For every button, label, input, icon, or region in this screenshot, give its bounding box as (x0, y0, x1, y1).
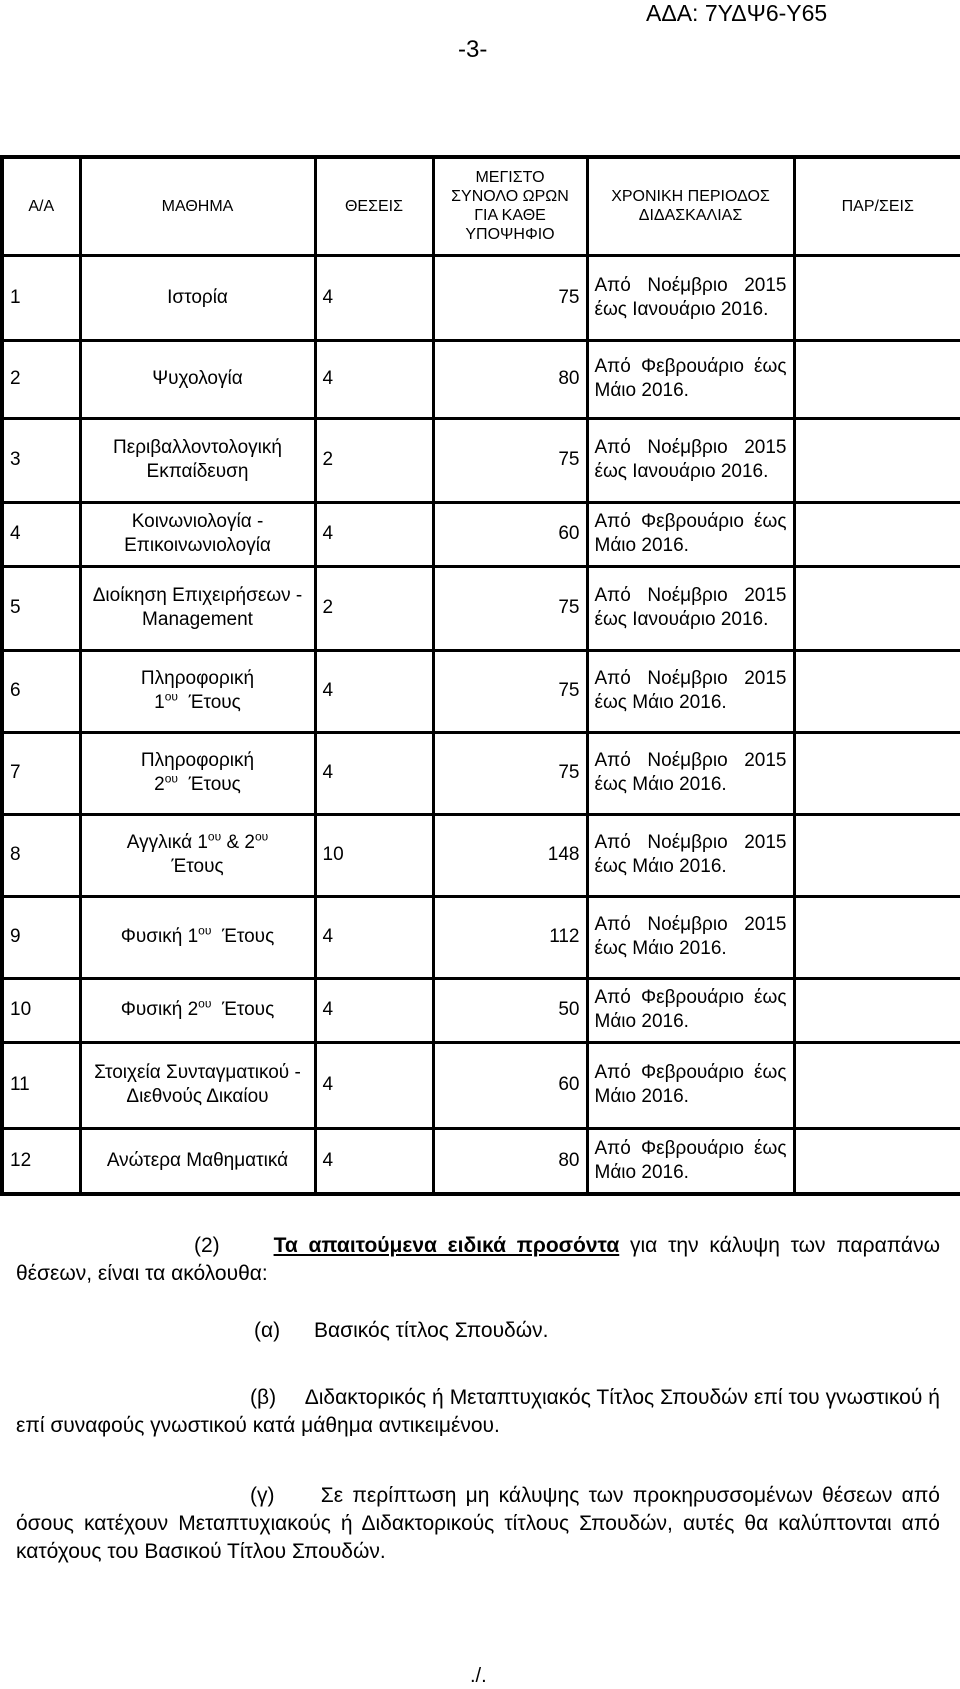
row-aa: 10 (2, 978, 80, 1042)
qualification-c (16, 1482, 940, 1566)
row-notes (794, 814, 960, 896)
row-positions: 4 (315, 255, 433, 340)
row-notes (794, 1128, 960, 1194)
row-positions: 4 (315, 650, 433, 732)
row-hours: 75 (433, 650, 587, 732)
row-period: Από Νοέμβριο 2015 έως Μάιο 2016. (587, 896, 794, 978)
row-aa: 9 (2, 896, 80, 978)
para-label: (2) (194, 1234, 220, 1257)
row-notes (794, 732, 960, 814)
row-hours: 148 (433, 814, 587, 896)
row-positions: 4 (315, 732, 433, 814)
subject-part-a: Φυσική 1 (120, 926, 199, 947)
row-aa: 12 (2, 1128, 80, 1194)
qualifications-intro (16, 1232, 940, 1288)
row-notes (794, 1042, 960, 1128)
row-positions: 4 (315, 978, 433, 1042)
row-aa: 7 (2, 732, 80, 814)
row-period: Από Νοέμβριο 2015 έως Μάιο 2016. (587, 732, 794, 814)
row-positions: 10 (315, 814, 433, 896)
para-label: (β) (250, 1386, 277, 1409)
subject-tail: Έτους (188, 692, 241, 713)
row-subject: Ανώτερα Μαθηματικά (80, 1128, 315, 1194)
row-subject: Ψυχολογία (80, 340, 315, 418)
row-aa: 4 (2, 502, 80, 566)
row-notes (794, 340, 960, 418)
row-aa: 8 (2, 814, 80, 896)
row-aa: 6 (2, 650, 80, 732)
qualifications-intro-text: για την κάλυψη των παραπάνω θέσεων, είναι τα ακόλουθα: (16, 1234, 940, 1285)
row-period: Από Φεβρουάριο έως Μάιο 2016. (587, 340, 794, 418)
table-row (2, 1128, 960, 1194)
row-subject (80, 650, 315, 732)
row-hours: 75 (433, 255, 587, 340)
subject-sup: ου (198, 996, 212, 1011)
row-notes (794, 255, 960, 340)
row-period: Από Νοέμβριο 2015 έως Μάιο 2016. (587, 650, 794, 732)
row-period: Από Φεβρουάριο έως Μάιο 2016. (587, 978, 794, 1042)
row-hours: 50 (433, 978, 587, 1042)
subject-sup: ου (198, 923, 212, 938)
qualification-a-text: Βασικός τίτλος Σπουδών. (314, 1319, 549, 1342)
para-label: (α) (254, 1319, 281, 1342)
row-period: Από Φεβρουάριο έως Μάιο 2016. (587, 502, 794, 566)
subject-num: 1 (154, 692, 165, 713)
row-subject: Στοιχεία Συνταγματικού - Διεθνούς Δικαίου (80, 1042, 315, 1128)
row-period: Από Νοέμβριο 2015 έως Ιανουάριο 2016. (587, 255, 794, 340)
row-period: Από Φεβρουάριο έως Μάιο 2016. (587, 1042, 794, 1128)
row-aa: 1 (2, 255, 80, 340)
row-period: Από Φεβρουάριο έως Μάιο 2016. (587, 1128, 794, 1194)
row-subject (80, 978, 315, 1042)
table-row (2, 978, 960, 1042)
subject-tail: Έτους (171, 856, 224, 877)
row-subject: Διοίκηση Επιχειρήσεων - Management (80, 566, 315, 650)
subject-part-a: Αγγλικά 1 (126, 832, 208, 853)
table-row (2, 340, 960, 418)
row-hours: 75 (433, 732, 587, 814)
row-notes (794, 896, 960, 978)
qualification-b-text: Διδακτορικός ή Μεταπτυχιακός Τίτλος Σπουδών επί του γνωστικού ή επί συναφούς γνωστικού κατά μάθημα αντικειμένου. (16, 1386, 940, 1437)
header-subject: ΜΑΘΗΜΑ (80, 157, 315, 255)
row-period: Από Νοέμβριο 2015 έως Ιανουάριο 2016. (587, 566, 794, 650)
row-aa: 3 (2, 418, 80, 502)
qualifications-heading: Τα απαιτούμενα ειδικά προσόντα (273, 1234, 620, 1257)
subject-part-b: & 2 (226, 832, 255, 853)
row-hours: 75 (433, 566, 587, 650)
ada-code: ΑΔΑ: 7ΥΔΨ6-Υ65 (646, 0, 828, 26)
row-notes (794, 978, 960, 1042)
row-subject (80, 814, 315, 896)
row-positions: 4 (315, 502, 433, 566)
row-period: Από Νοέμβριο 2015 έως Ιανουάριο 2016. (587, 418, 794, 502)
table-row (2, 650, 960, 732)
row-positions: 4 (315, 896, 433, 978)
subject-main: Πληροφορική (140, 750, 255, 771)
table-row (2, 1042, 960, 1128)
header-notes: ΠΑΡ/ΣΕΙΣ (794, 157, 960, 255)
continuation-mark: ./. (470, 1665, 487, 1687)
table-row (2, 896, 960, 978)
header-max-hours: ΜΕΓΙΣΤΟ ΣΥΝΟΛΟ ΩΡΩΝ ΓΙΑ ΚΑΘΕ ΥΠΟΨΗΦΙΟ (433, 157, 587, 255)
qualification-a (16, 1317, 960, 1345)
subject-sup: ου (164, 771, 178, 786)
table-row (2, 814, 960, 896)
table-row (2, 566, 960, 650)
row-hours: 60 (433, 1042, 587, 1128)
qualification-b (16, 1384, 940, 1440)
page-number: -3- (458, 36, 488, 63)
row-positions: 2 (315, 418, 433, 502)
subject-part-a: Φυσική 2 (120, 999, 199, 1020)
subject-tail: Έτους (188, 774, 241, 795)
table-row (2, 502, 960, 566)
row-aa: 2 (2, 340, 80, 418)
row-positions: 4 (315, 340, 433, 418)
row-notes (794, 566, 960, 650)
row-subject: Περιβαλλοντολογική Εκπαίδευση (80, 418, 315, 502)
row-positions: 4 (315, 1042, 433, 1128)
header-period: ΧΡΟΝΙΚΗ ΠΕΡΙΟΔΟΣ ΔΙΔΑΣΚΑΛΙΑΣ (587, 157, 794, 255)
table-row (2, 255, 960, 340)
row-hours: 75 (433, 418, 587, 502)
subject-tail: Έτους (221, 999, 275, 1020)
subject-num: 2 (154, 774, 165, 795)
table-header-row (2, 157, 960, 255)
header-aa: Α/Α (2, 157, 80, 255)
row-hours: 80 (433, 1128, 587, 1194)
table-row (2, 732, 960, 814)
courses-table (0, 155, 960, 1196)
row-subject (80, 896, 315, 978)
row-aa: 5 (2, 566, 80, 650)
header-positions: ΘΕΣΕΙΣ (315, 157, 433, 255)
subject-sup: ου (207, 829, 222, 844)
row-period: Από Νοέμβριο 2015 έως Μάιο 2016. (587, 814, 794, 896)
row-hours: 112 (433, 896, 587, 978)
row-subject: Ιστορία (80, 255, 315, 340)
row-notes (794, 502, 960, 566)
row-subject (80, 732, 315, 814)
row-aa: 11 (2, 1042, 80, 1128)
row-subject: Κοινωνιολογία - Επικοινωνιολογία (80, 502, 315, 566)
subject-tail: Έτους (221, 926, 275, 947)
row-positions: 2 (315, 566, 433, 650)
row-notes (794, 418, 960, 502)
row-notes (794, 650, 960, 732)
subject-main: Πληροφορική (140, 668, 255, 689)
subject-sup: ου (164, 689, 178, 704)
row-hours: 60 (433, 502, 587, 566)
qualification-c-text: Σε περίπτωση μη κάλυψης των προκηρυσσομένων θέσεων από όσους κατέχουν Μεταπτυχιακούς ή Διδακτορικούς τίτλους Σπουδών, αυτές θα καλύπτονται από κατόχους του Βασικού Τίτλου Σπουδών. (16, 1484, 940, 1563)
row-hours: 80 (433, 340, 587, 418)
subject-sup: ου (254, 829, 269, 844)
table-row (2, 418, 960, 502)
row-positions: 4 (315, 1128, 433, 1194)
para-label: (γ) (250, 1484, 275, 1507)
